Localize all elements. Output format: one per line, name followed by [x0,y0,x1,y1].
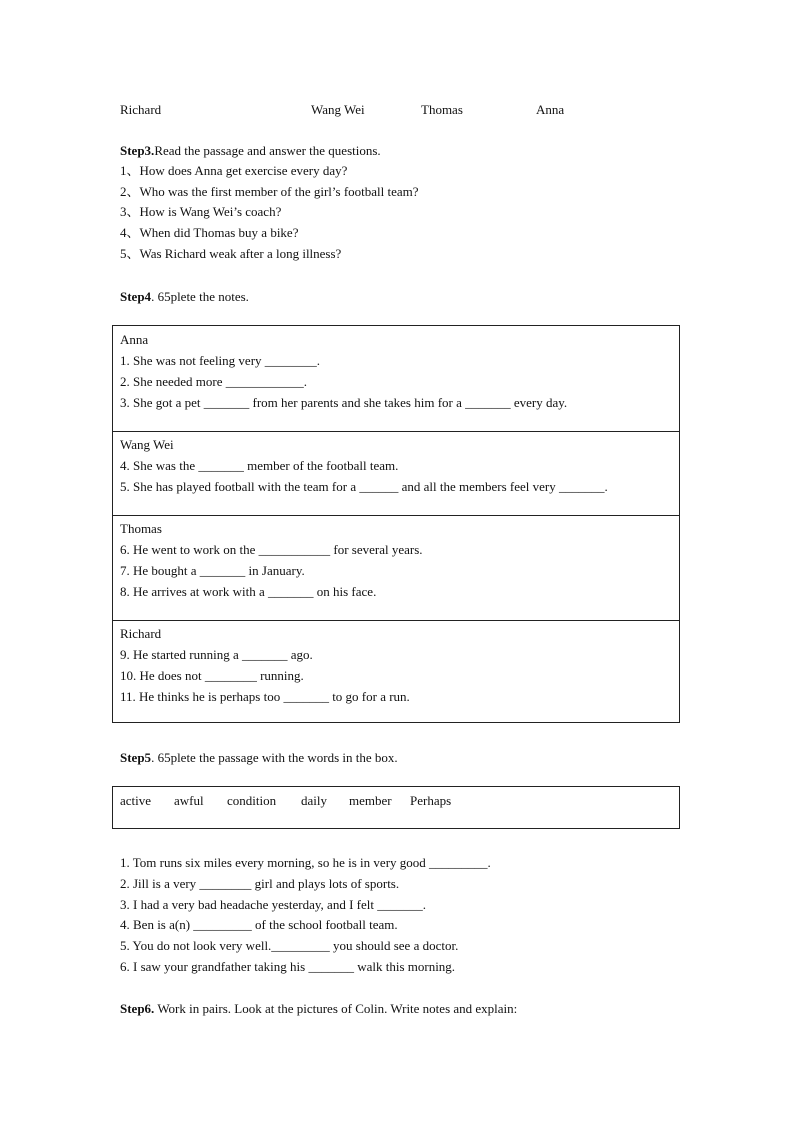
notes-table [112,325,680,723]
note-line: 8. He arrives at work with a _______ on his face. [120,584,377,599]
note-line: 9. He started running a _______ ago. [120,647,313,662]
name-thomas: Thomas [421,102,463,117]
section-title: Wang Wei [120,437,174,452]
note-line: 3. She got a pet _______ from her parents and she takes him for a _______ every day. [120,395,568,410]
step3-question: 5、Was Richard weak after a long illness? [120,246,342,261]
section-title: Thomas [120,521,162,536]
note-line: 7. He bought a _______ in January. [120,563,305,578]
step5-sentence: 3. I had a very bad headache yesterday, and I felt _______. [120,897,426,912]
step5-sentence: 4. Ben is a(n) _________ of the school football team. [120,917,398,932]
note-line: 1. She was not feeling very ________. [120,353,321,368]
section-title: Anna [120,332,149,347]
step3-instruction: Read the passage and answer the questions. [154,143,381,158]
step4-heading [120,288,249,305]
word-box-item: active [120,793,152,808]
step5-sentence: 1. Tom runs six miles every morning, so he is in very good _________. [120,855,491,870]
word-box-item: condition [227,793,277,808]
step5-label: Step5 [120,750,152,765]
notes-section-anna [113,326,679,432]
notes-section-thomas [113,515,679,621]
step3-label: Step3. [120,143,155,158]
note-line: 5. She has played football with the team for a ______ and all the members feel very _______. [120,479,608,494]
step3-question: 3、How is Wang Wei’s coach? [120,204,282,219]
note-line: 11. He thinks he is perhaps too _______ to go for a run. [120,689,410,704]
step3-heading [120,142,381,159]
step5-heading [120,749,398,766]
notes-section-richard [113,620,679,722]
name-richard: Richard [120,102,162,117]
step4-label: Step4 [120,289,152,304]
section-title: Richard [120,626,162,641]
step5-sentence: 6. I saw your grandfather taking his _______ walk this morning. [120,959,456,974]
step3-question: 2、Who was the first member of the girl’s football team? [120,184,419,199]
step6-instruction: Work in pairs. Look at the pictures of Colin. Write notes and explain: [154,1001,518,1016]
word-box [112,786,680,829]
step3-question: 4、When did Thomas buy a bike? [120,225,299,240]
name-wang-wei: Wang Wei [311,102,365,117]
word-box-item: awful [174,793,204,808]
note-line: 4. She was the _______ member of the football team. [120,458,399,473]
word-box-item: member [349,793,392,808]
step4-instruction: . 65plete the notes. [151,289,249,304]
step3-question: 1、How does Anna get exercise every day? [120,163,348,178]
step6-heading [120,1000,517,1017]
note-line: 6. He went to work on the ___________ for several years. [120,542,423,557]
step5-instruction: . 65plete the passage with the words in the box. [151,750,398,765]
note-line: 10. He does not ________ running. [120,668,304,683]
step5-sentence: 2. Jill is a very ________ girl and plays lots of sports. [120,876,400,891]
name-anna: Anna [536,102,565,117]
notes-section-wang-wei [113,431,679,516]
word-box-item: daily [301,793,327,808]
step5-sentence: 5. You do not look very well._________ you should see a doctor. [120,938,459,953]
word-box-item: Perhaps [410,793,452,808]
note-line: 2. She needed more ____________. [120,374,308,389]
step6-label: Step6. [120,1001,155,1016]
